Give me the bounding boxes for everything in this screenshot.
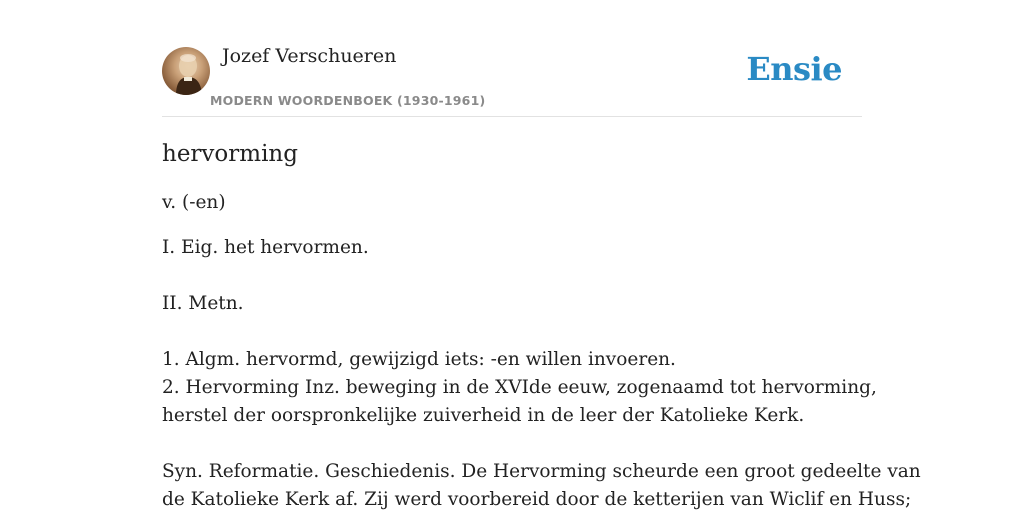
body-line: herstel der oorspronkelijke zuiverheid in de leer der Katolieke Kerk. [162,405,805,426]
author-avatar[interactable] [162,47,210,95]
body-line: 2. Hervorming Inz. beweging in de XVIde eeuw, zogenaamd tot hervorming, [162,377,877,398]
paragraph-gap [162,262,862,290]
body-line: I. Eig. het hervormen. [162,237,369,258]
paragraph-gap [162,430,862,458]
entry-body [162,234,921,512]
body-line: de Katolieke Kerk af. Zij werd voorbereid door de ketterijen van Wiclif en Huss; [162,489,912,510]
entry-content [162,138,921,512]
author-portrait-icon [162,47,210,95]
body-line: 1. Algm. hervormd, gewijzigd iets: -en willen invoeren. [162,349,676,370]
paragraph-gap [162,318,862,346]
entry-title: hervorming [162,141,298,167]
author-name[interactable]: Jozef Verschueren [222,45,397,67]
page-header [162,0,862,117]
source-label[interactable]: MODERN WOORDENBOEK (1930-1961) [210,93,486,108]
body-line: Syn. Reformatie. Geschiedenis. De Hervorming scheurde een groot gedeelte van [162,461,921,482]
entry-grammar: v. (-en) [162,192,226,213]
body-line: II. Metn. [162,293,244,314]
ensie-logo[interactable]: Ensie [746,50,842,88]
